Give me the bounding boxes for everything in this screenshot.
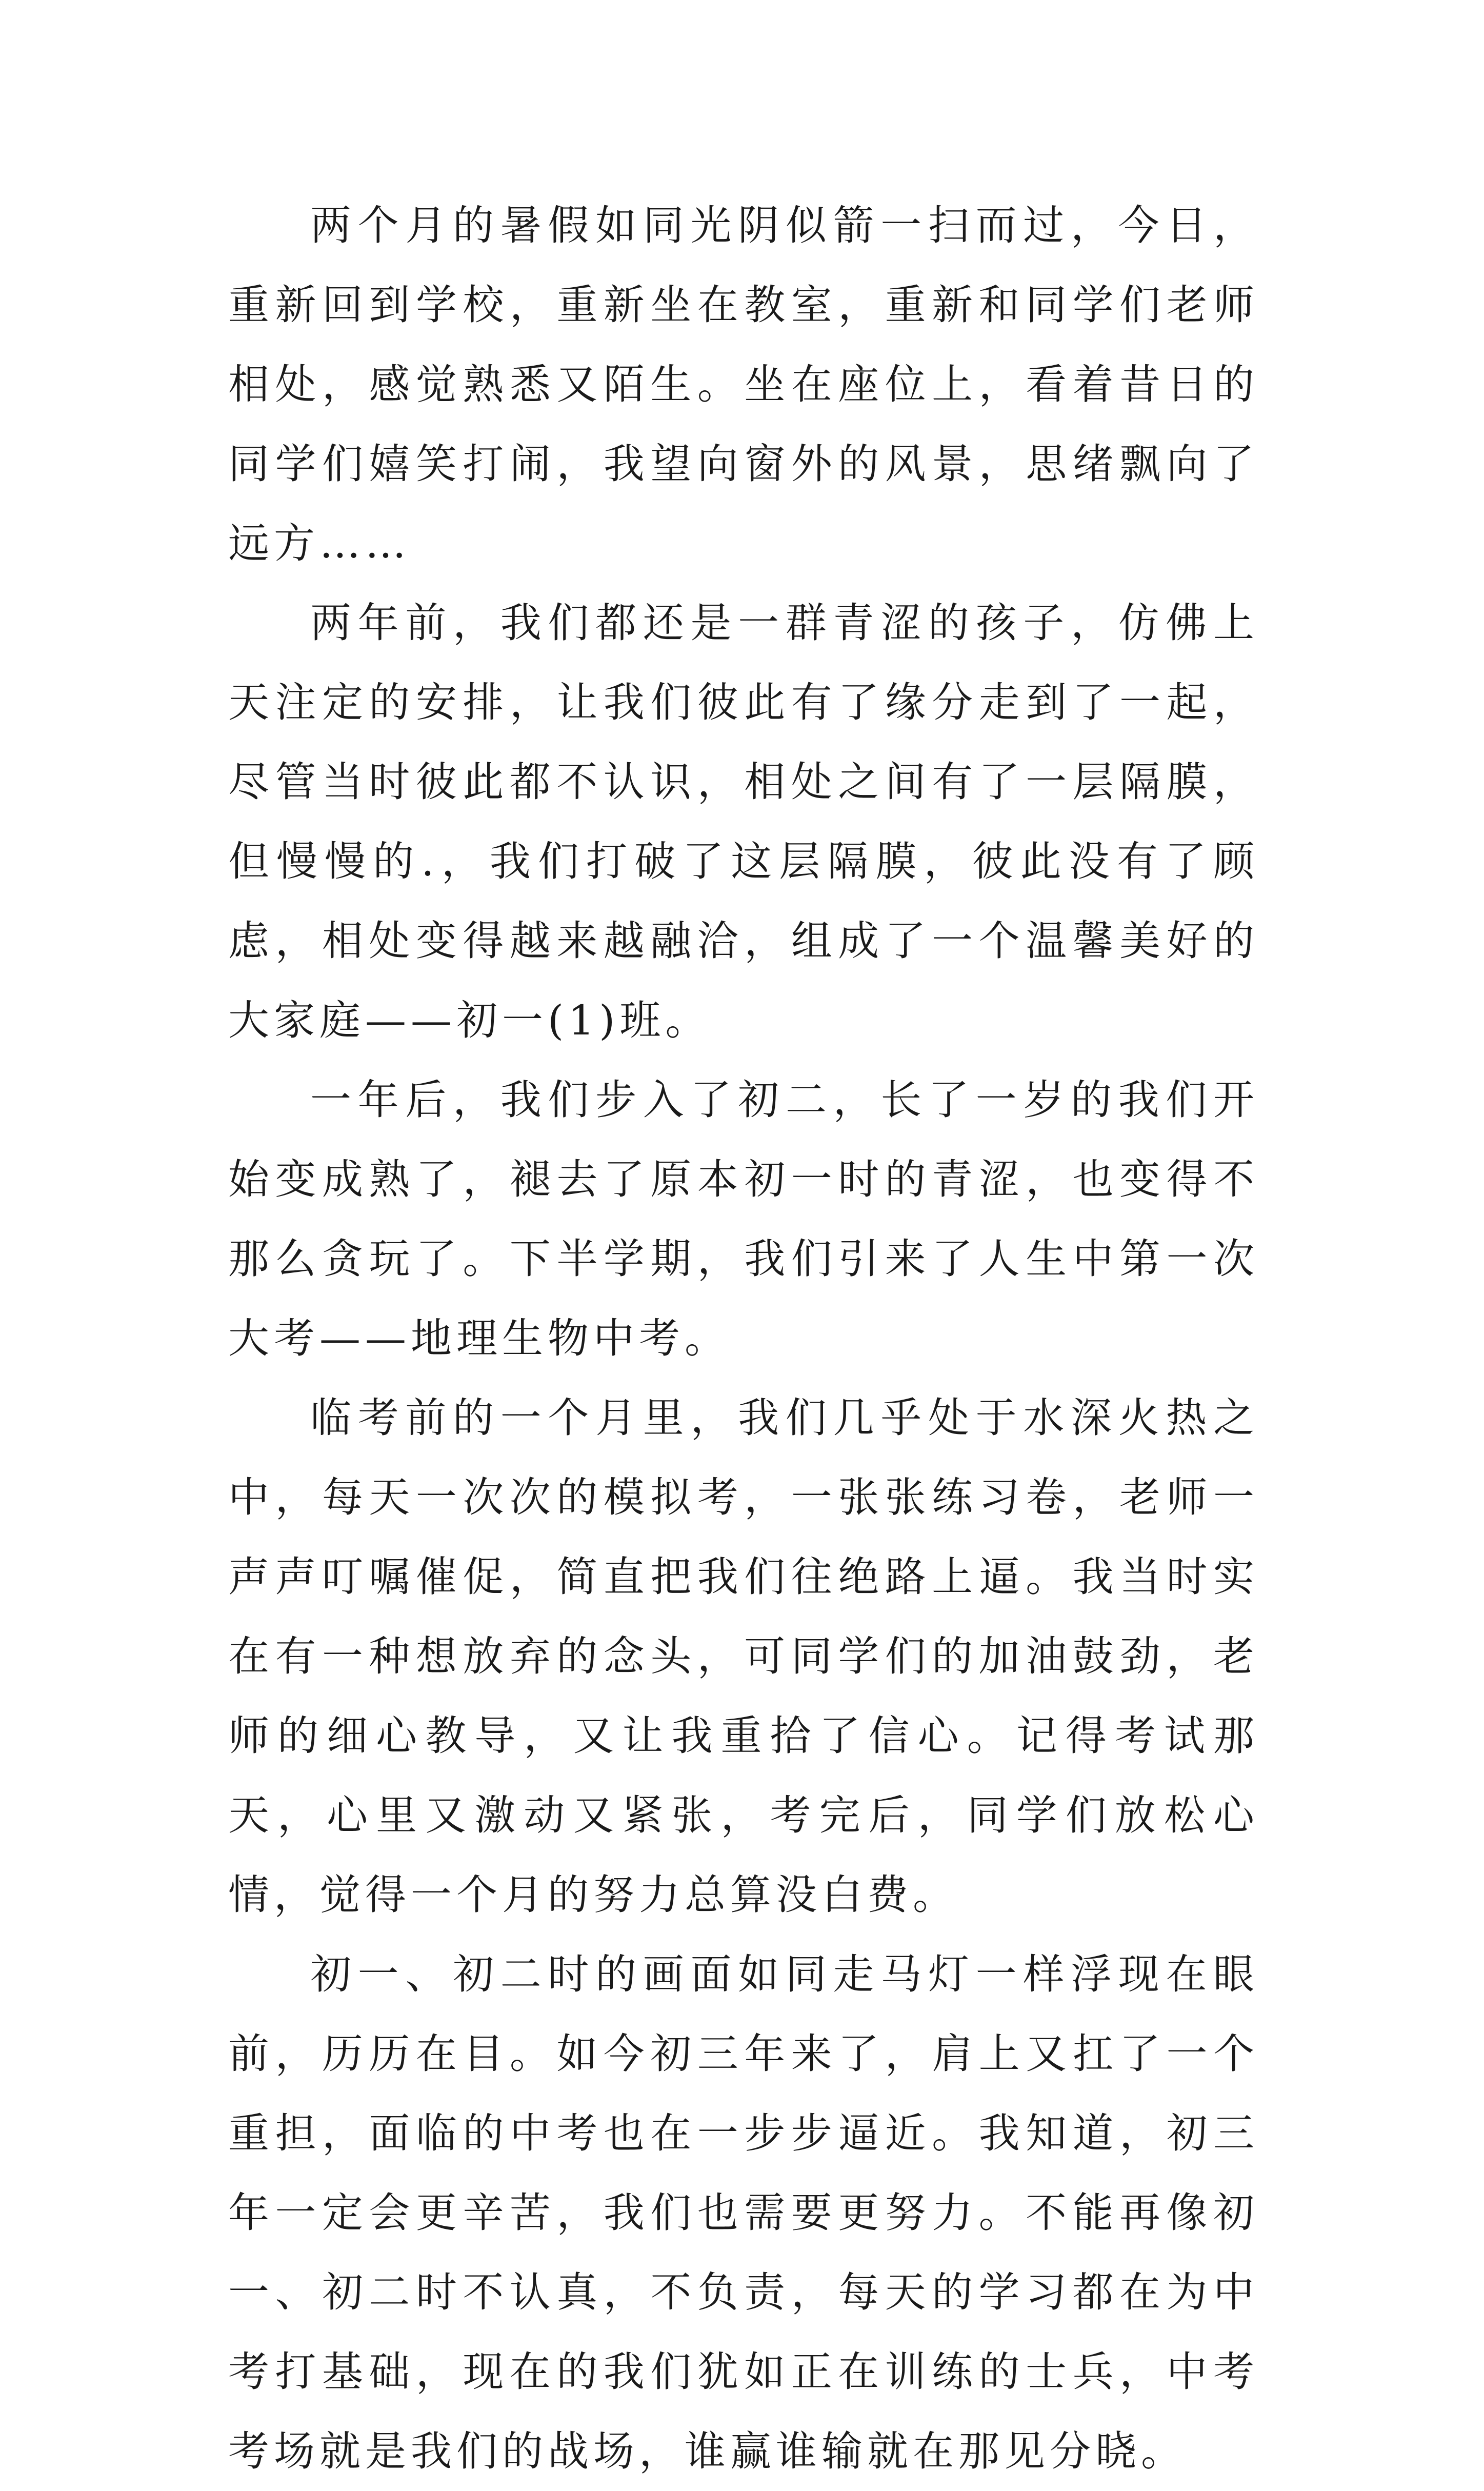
paragraph-3: 一年后，我们步入了初二，长了一岁的我们开始变成熟了，褪去了原本初一时的青涩，也变得不那么贪玩了。下半学期，我们引来了人生中第一次大考——地理生物中考。 (228, 1076, 1259, 1362)
paragraph-4: 临考前的一个月里，我们几乎处于水深火热之中，每天一次次的模拟考，一张张练习卷，老师一声声叮嘱催促，简直把我们往绝路上逼。我当时实在有一种想放弃的念头，可同学们的加油鼓劲，老师的细心教导，又让我重拾了信心。记得考试那天，心里又激动又紧张，考完后，同学们放松心情，觉得一个月的努力总算没白费。 (228, 1394, 1259, 1919)
paragraph-1: 两个月的暑假如同光阴似箭一扫而过，今日，重新回到学校，重新坐在教室，重新和同学们老师相处，感觉熟悉又陌生。坐在座位上，看着昔日的同学们嬉笑打闹，我望向窗外的风景，思绪飘向了远方…… (228, 202, 1259, 567)
essay-body (228, 186, 1259, 2491)
paragraph-5: 初一、初二时的画面如同走马灯一样浮现在眼前，历历在目。如今初三年来了，肩上又扛了一个重担，面临的中考也在一步步逼近。我知道，初三年一定会更辛苦，我们也需要更努力。不能再像初一、初二时不认真，不负责，每天的学习都在为中考打基础，现在的我们犹如正在训练的士兵，中考考场就是我们的战场，谁赢谁输就在那见分晓。 (228, 1950, 1259, 2475)
paragraph-2: 两年前，我们都还是一群青涩的孩子，仿佛上天注定的安排，让我们彼此有了缘分走到了一起，尽管当时彼此都不认识，相处之间有了一层隔膜，但慢慢的.，我们打破了这层隔膜，彼此没有了顾虑，相处变得越来越融洽，组成了一个温馨美好的大家庭——初一(1)班。 (228, 599, 1259, 1044)
